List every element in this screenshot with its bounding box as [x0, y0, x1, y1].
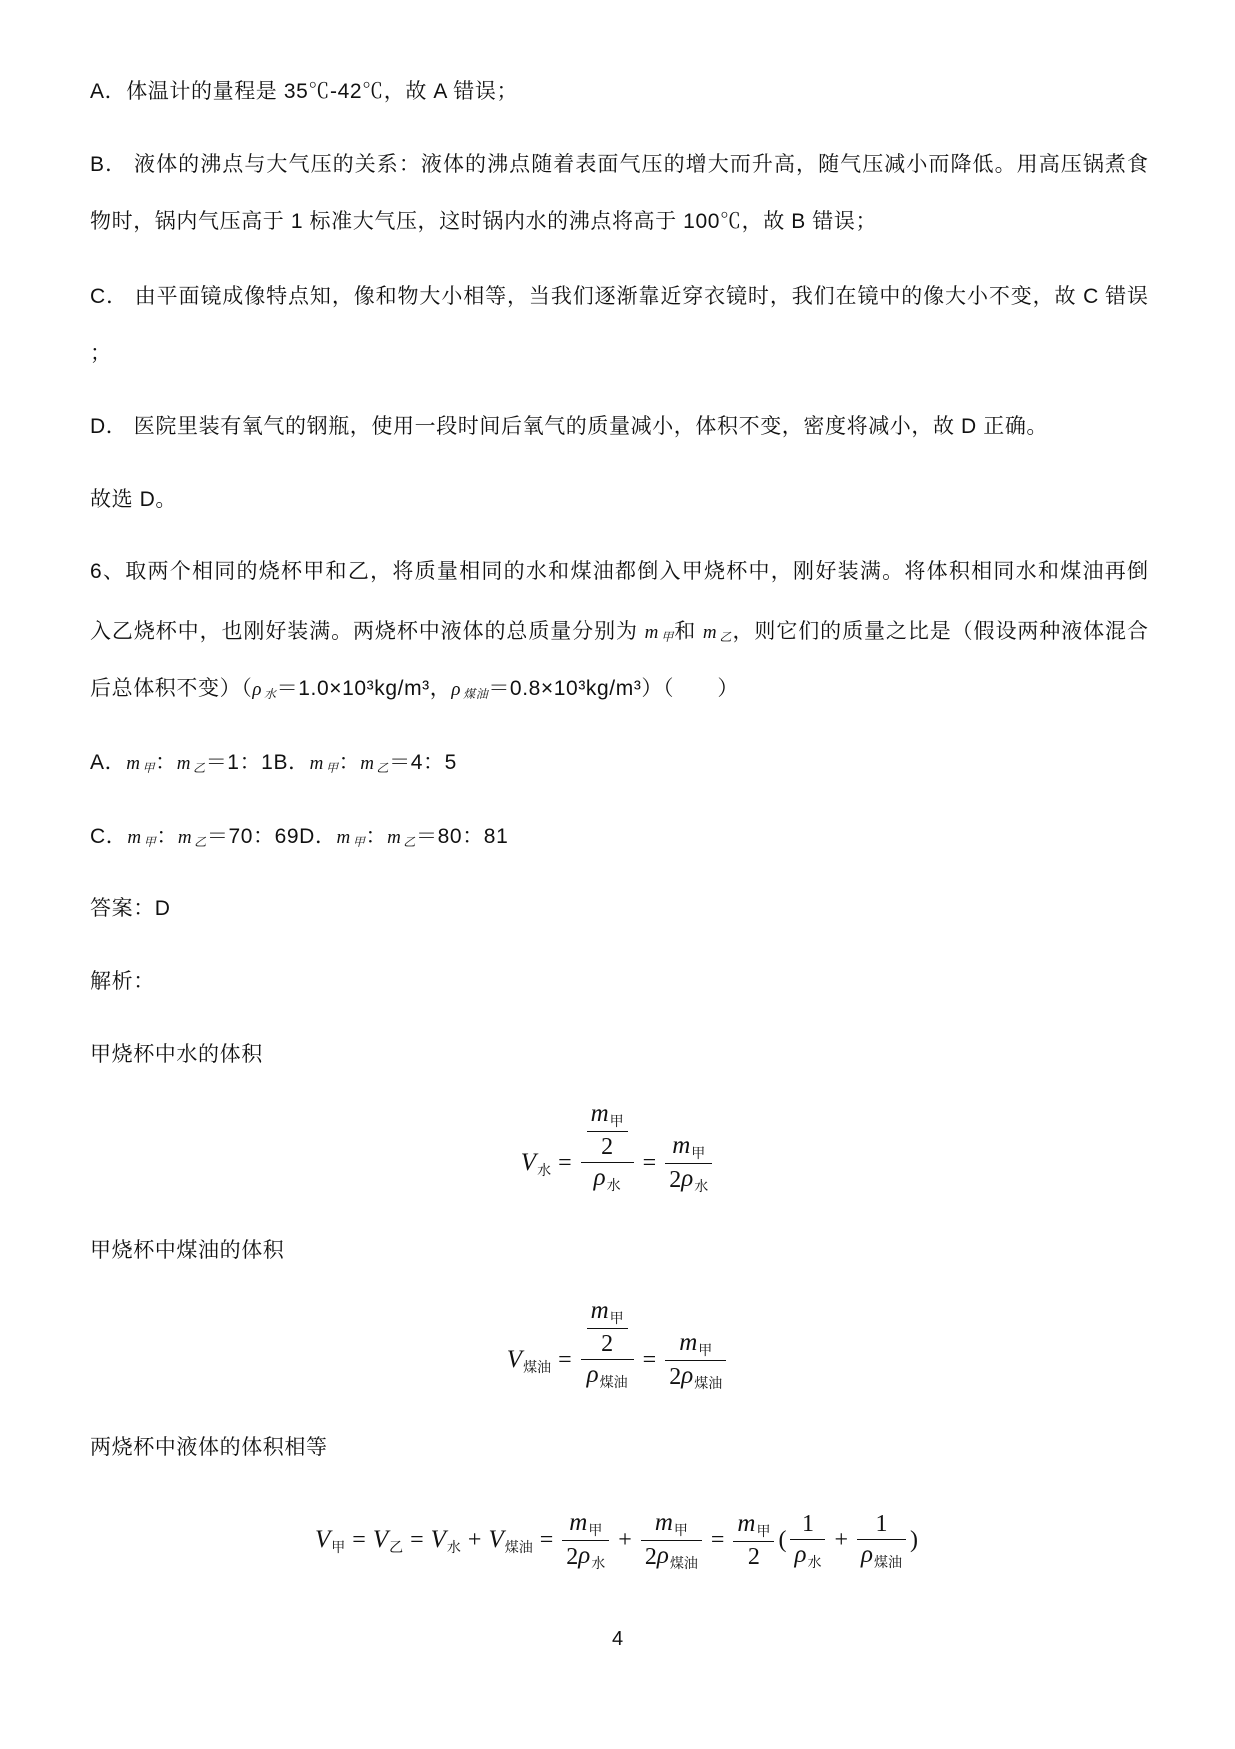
math-parenthesis: ): [910, 1526, 918, 1553]
math-symbol: V: [488, 1526, 504, 1553]
math-number: 2: [669, 1363, 682, 1390]
math-variable: [521, 1149, 551, 1177]
fraction-numerator: [581, 1099, 634, 1162]
math-variable: [672, 1131, 705, 1163]
math-symbol: ρ: [794, 1540, 807, 1568]
inline-math-variable: [360, 750, 389, 774]
math-variable: [578, 1541, 605, 1573]
question-6-options-a-b: [90, 748, 1148, 782]
math-variable: [569, 1508, 602, 1540]
fraction: [665, 1328, 726, 1393]
math-operator: =: [558, 1346, 572, 1373]
math-operator: =: [642, 1346, 657, 1373]
text-run: ＝80：81: [416, 825, 509, 848]
question-6-stem-line-2: [90, 617, 1148, 651]
inline-math-variable: [337, 824, 366, 848]
math-subscript: 甲: [756, 1522, 771, 1539]
fraction-numerator: [562, 1508, 609, 1540]
fraction-numerator: [587, 1296, 628, 1328]
math-variable: [861, 1540, 902, 1572]
math-symbol: m: [679, 1328, 698, 1356]
fraction: [733, 1509, 774, 1572]
math-subscript: 煤油: [463, 687, 489, 701]
math-symbol: ρ: [681, 1164, 694, 1192]
math-subscript: 乙: [376, 761, 390, 775]
formula-equal-volumes: [0, 1485, 1235, 1595]
math-number: 1: [801, 1510, 814, 1537]
math-subscript: 甲: [691, 1144, 706, 1161]
math-symbol: m: [126, 753, 141, 774]
math-subscript: 甲: [609, 1113, 624, 1129]
math-operator: =: [352, 1526, 366, 1553]
text-run: ：: [365, 825, 388, 848]
inline-math-variable: [177, 750, 206, 774]
text-run: ＝4：5: [389, 751, 457, 774]
math-subscript: 煤油: [694, 1374, 723, 1391]
fraction-denominator: [641, 1540, 702, 1573]
text-run: ＝0.8×10³kg/m³）（ ）: [488, 677, 739, 700]
fraction-denominator: [581, 1359, 634, 1424]
analysis-step-2-text: 甲烧杯中煤油的体积: [90, 1239, 285, 1262]
math-symbol: m: [654, 1508, 673, 1536]
math-symbol: ρ: [656, 1541, 669, 1569]
math-symbol: m: [702, 622, 717, 643]
math-variable: [507, 1346, 551, 1374]
math-subscript: 乙: [389, 1539, 404, 1555]
previous-option-b-line-2: 物时，锅内气压高于 1 标准大气压，这时锅内水的沸点将高于 100℃，故 B 错误；: [90, 210, 878, 233]
previous-option-c-line-2: ；: [90, 342, 112, 365]
math-symbol: ρ: [578, 1541, 591, 1569]
math-symbol: ρ: [861, 1540, 873, 1568]
math-variable: [681, 1164, 708, 1196]
math-symbol: m: [360, 753, 375, 774]
math-variable: [655, 1508, 688, 1540]
math-number: 2: [669, 1166, 682, 1193]
text-run: ＝70：69D．: [206, 825, 337, 848]
math-symbol: m: [644, 622, 659, 643]
math-subscript: 水: [694, 1177, 709, 1194]
previous-conclusion: 故选 D。: [90, 488, 177, 511]
math-symbol: m: [737, 1509, 756, 1537]
math-subscript: 甲: [331, 1539, 346, 1555]
text-run: C．: [90, 825, 128, 848]
fraction: [641, 1508, 702, 1573]
math-subscript: 甲: [326, 761, 339, 775]
math-subscript: 水: [606, 1177, 621, 1193]
text-run: 6、取两个相同的烧杯甲和乙，将质量相同的水和煤油都倒入甲烧杯中，刚好装满。将体积相同水和煤油再倒: [90, 560, 1148, 583]
inline-math-variable: [703, 619, 733, 643]
math-operator: =: [710, 1526, 725, 1553]
fraction: [562, 1508, 609, 1573]
inline-math-variable: [126, 750, 155, 774]
fraction-numerator: [733, 1509, 774, 1541]
math-subscript: 乙: [718, 630, 733, 644]
math-operator: =: [642, 1149, 657, 1176]
formula-water-volume: [0, 1100, 1235, 1218]
math-operator: +: [467, 1526, 482, 1553]
math-parenthesis: (: [778, 1526, 787, 1553]
math-subscript: 煤油: [669, 1554, 698, 1571]
analysis-step-3-text: 两烧杯中液体的体积相等: [90, 1436, 328, 1459]
fraction: [581, 1099, 634, 1227]
text-run: 后总体积不变）（: [90, 677, 253, 700]
fraction: [581, 1296, 634, 1424]
text-run: ：: [155, 751, 177, 774]
math-symbol: m: [672, 1131, 691, 1159]
math-symbol: ρ: [252, 679, 263, 700]
math-symbol: m: [177, 827, 193, 848]
inline-math-variable: [178, 824, 207, 848]
fraction: [665, 1131, 712, 1196]
math-subscript: 水: [264, 687, 277, 701]
math-symbol: ρ: [451, 679, 462, 700]
math-symbol: ρ: [586, 1361, 599, 1388]
inline-math-variable: [310, 750, 339, 774]
inline-math-variable: [451, 676, 488, 700]
previous-option-a: A．体温计的量程是 35℃-42℃，故 A 错误；: [90, 80, 519, 103]
fraction-numerator: [665, 1131, 712, 1163]
analysis-label: 解析：: [90, 970, 155, 993]
math-operator: =: [558, 1149, 572, 1176]
inline-math-variable: [645, 619, 675, 643]
math-variable: [794, 1540, 821, 1572]
math-subscript: 煤油: [504, 1539, 533, 1555]
inline-math-variable: [252, 676, 276, 700]
math-variable: [591, 1099, 624, 1131]
math-variable: [373, 1526, 403, 1554]
math-subscript: 甲: [143, 835, 157, 849]
page-number: 4: [611, 1628, 624, 1650]
text-run: ：: [338, 751, 361, 774]
math-variable: [315, 1526, 345, 1554]
math-symbol: m: [127, 827, 142, 848]
math-subscript: 水: [807, 1553, 822, 1570]
fraction-denominator: [665, 1360, 726, 1393]
fraction-denominator: [857, 1539, 906, 1572]
math-symbol: m: [569, 1508, 588, 1536]
inline-math-variable: [387, 824, 416, 848]
fraction-numerator: [857, 1509, 906, 1539]
math-subscript: 煤油: [599, 1374, 628, 1390]
math-subscript: 甲: [352, 835, 366, 849]
math-symbol: m: [309, 753, 324, 774]
inline-math-variable: [127, 824, 156, 848]
text-run: ＝1：1B．: [205, 751, 310, 774]
fraction: [587, 1099, 628, 1162]
math-subscript: 水: [446, 1539, 461, 1555]
text-run: 入乙烧杯中，也刚好装满。两烧杯中液体的总质量分别为: [90, 620, 645, 643]
math-variable: [431, 1526, 461, 1554]
math-symbol: m: [176, 753, 192, 774]
fraction-numerator: [790, 1509, 825, 1539]
math-number: 2: [644, 1543, 657, 1570]
fraction-denominator: [790, 1539, 825, 1572]
fraction-numerator: [587, 1099, 628, 1131]
math-operator: +: [618, 1526, 632, 1553]
text-run: ，则它们的质量之比是（假设两种液体混合: [732, 620, 1148, 643]
math-subscript: 甲: [588, 1521, 603, 1538]
math-symbol: V: [430, 1526, 446, 1553]
text-run: ：: [156, 825, 178, 848]
math-number: 1: [875, 1510, 888, 1537]
text-run: 和: [674, 620, 703, 643]
math-subscript: 煤油: [874, 1553, 902, 1570]
fraction: [857, 1509, 906, 1572]
math-variable: [657, 1541, 698, 1573]
math-subscript: 甲: [660, 630, 675, 644]
text-run: ＝1.0×10³kg/m³，: [276, 677, 452, 700]
question-6-stem-line-1: [90, 558, 1148, 586]
fraction: [587, 1296, 628, 1359]
analysis-step-1-text: 甲烧杯中水的体积: [90, 1043, 263, 1066]
previous-option-b-line-1: B． 液体的沸点与大气压的关系：液体的沸点随着表面气压的增大而升高，随气压减小而降低。用高压锅煮食: [90, 153, 1148, 176]
math-symbol: m: [590, 1297, 609, 1324]
math-subscript: 甲: [142, 761, 156, 775]
math-subscript: 煤油: [523, 1359, 552, 1375]
text-run: A．: [90, 751, 127, 774]
math-subscript: 乙: [193, 761, 206, 775]
math-subscript: 甲: [698, 1341, 713, 1358]
math-operator: =: [539, 1526, 554, 1553]
fraction-denominator: [581, 1162, 634, 1227]
math-variable: [591, 1296, 624, 1328]
math-symbol: m: [336, 827, 351, 848]
fraction-numerator: [641, 1508, 702, 1540]
math-number: 2: [601, 1134, 614, 1160]
fraction-numerator: [581, 1296, 634, 1359]
fraction-numerator: [665, 1328, 726, 1360]
math-symbol: V: [314, 1526, 331, 1553]
math-subscript: 乙: [194, 835, 207, 849]
math-number: 2: [747, 1543, 760, 1570]
question-6-options-c-d: [90, 822, 1148, 856]
math-subscript: 水: [591, 1554, 606, 1571]
answer-line: 答案：D: [90, 897, 171, 920]
math-symbol: m: [387, 827, 402, 848]
math-subscript: 甲: [673, 1521, 688, 1538]
math-number: 2: [566, 1543, 579, 1570]
fraction: [790, 1509, 825, 1572]
previous-option-d: D． 医院里装有氧气的钢瓶，使用一段时间后氧气的质量减小，体积不变，密度将减小，故 D 正确。: [90, 415, 1049, 438]
math-symbol: V: [506, 1346, 523, 1373]
math-subscript: 乙: [403, 835, 417, 849]
formula-kerosene-volume: [0, 1297, 1235, 1415]
math-variable: [681, 1361, 722, 1393]
math-subscript: 甲: [609, 1310, 624, 1326]
math-variable: [679, 1328, 712, 1360]
math-subscript: 水: [537, 1162, 552, 1178]
previous-option-c-line-1: C． 由平面镜成像特点知，像和物大小相等，当我们逐渐靠近穿衣镜时，我们在镜中的像大小不变，故 C 错误: [90, 285, 1148, 308]
math-number: 2: [601, 1331, 614, 1357]
math-symbol: m: [590, 1100, 609, 1127]
math-variable: [587, 1360, 628, 1392]
math-variable: [737, 1509, 770, 1541]
math-symbol: ρ: [593, 1164, 606, 1191]
math-symbol: ρ: [681, 1361, 694, 1389]
math-symbol: V: [520, 1149, 537, 1176]
question-6-stem-line-3: [90, 674, 1148, 708]
math-symbol: V: [372, 1526, 389, 1553]
math-variable: [594, 1163, 621, 1195]
math-operator: +: [834, 1526, 848, 1553]
math-variable: [488, 1526, 532, 1554]
math-operator: =: [410, 1526, 424, 1553]
